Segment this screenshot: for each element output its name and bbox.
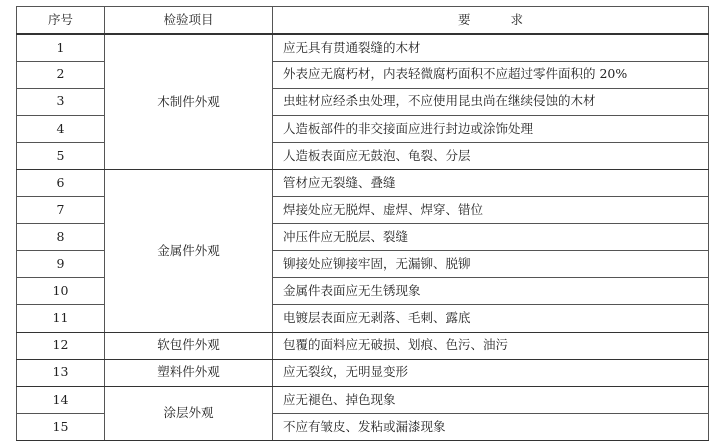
requirement-cell: 电镀层表面应无剥落、毛刺、露底 <box>273 305 709 332</box>
table-row <box>17 332 709 359</box>
serial-number-cell: 10 <box>17 278 105 305</box>
serial-number-cell: 9 <box>17 251 105 278</box>
requirement-cell: 虫蛀材应经杀虫处理，不应使用昆虫尚在继续侵蚀的木材 <box>273 88 709 115</box>
table-body <box>17 34 709 440</box>
requirement-cell: 金属件表面应无生锈现象 <box>273 278 709 305</box>
table-row <box>17 386 709 413</box>
serial-number-cell: 6 <box>17 169 105 196</box>
header-serial-number: 序号 <box>17 7 105 35</box>
requirement-cell: 铆接处应铆接牢固，无漏铆、脱铆 <box>273 251 709 278</box>
requirement-cell: 不应有皱皮、发粘或漏漆现象 <box>273 413 709 440</box>
requirement-cell: 管材应无裂缝、叠缝 <box>273 169 709 196</box>
serial-number-cell: 13 <box>17 359 105 386</box>
serial-number-cell: 1 <box>17 34 105 61</box>
table-row <box>17 359 709 386</box>
header-inspection-item: 检验项目 <box>105 7 273 35</box>
serial-number-cell: 8 <box>17 224 105 251</box>
inspection-item-cell: 塑料件外观 <box>105 359 273 386</box>
serial-number-cell: 14 <box>17 386 105 413</box>
requirement-cell: 应无裂纹，无明显变形 <box>273 359 709 386</box>
table-row <box>17 169 709 196</box>
requirement-cell: 焊接处应无脱焊、虚焊、焊穿、错位 <box>273 197 709 224</box>
serial-number-cell: 12 <box>17 332 105 359</box>
inspection-item-cell: 涂层外观 <box>105 386 273 440</box>
inspection-requirements-table <box>16 6 709 441</box>
inspection-item-cell: 木制件外观 <box>105 34 273 169</box>
serial-number-cell: 15 <box>17 413 105 440</box>
serial-number-cell: 7 <box>17 197 105 224</box>
requirement-cell: 人造板表面应无鼓泡、龟裂、分层 <box>273 142 709 169</box>
table-row <box>17 34 709 61</box>
serial-number-cell: 4 <box>17 115 105 142</box>
requirement-cell: 人造板部件的非交接面应进行封边或涂饰处理 <box>273 115 709 142</box>
header-requirements: 要 求 <box>273 7 709 35</box>
serial-number-cell: 11 <box>17 305 105 332</box>
requirement-cell: 应无具有贯通裂缝的木材 <box>273 34 709 61</box>
inspection-item-cell: 金属件外观 <box>105 169 273 332</box>
serial-number-cell: 3 <box>17 88 105 115</box>
requirement-cell: 外表应无腐朽材，内表轻微腐朽面积不应超过零件面积的 20% <box>273 61 709 88</box>
requirement-cell: 包覆的面料应无破损、划痕、色污、油污 <box>273 332 709 359</box>
table-header-row <box>17 7 709 35</box>
requirement-cell: 应无褪色、掉色现象 <box>273 386 709 413</box>
serial-number-cell: 2 <box>17 61 105 88</box>
inspection-item-cell: 软包件外观 <box>105 332 273 359</box>
serial-number-cell: 5 <box>17 142 105 169</box>
requirement-cell: 冲压件应无脱层、裂缝 <box>273 224 709 251</box>
